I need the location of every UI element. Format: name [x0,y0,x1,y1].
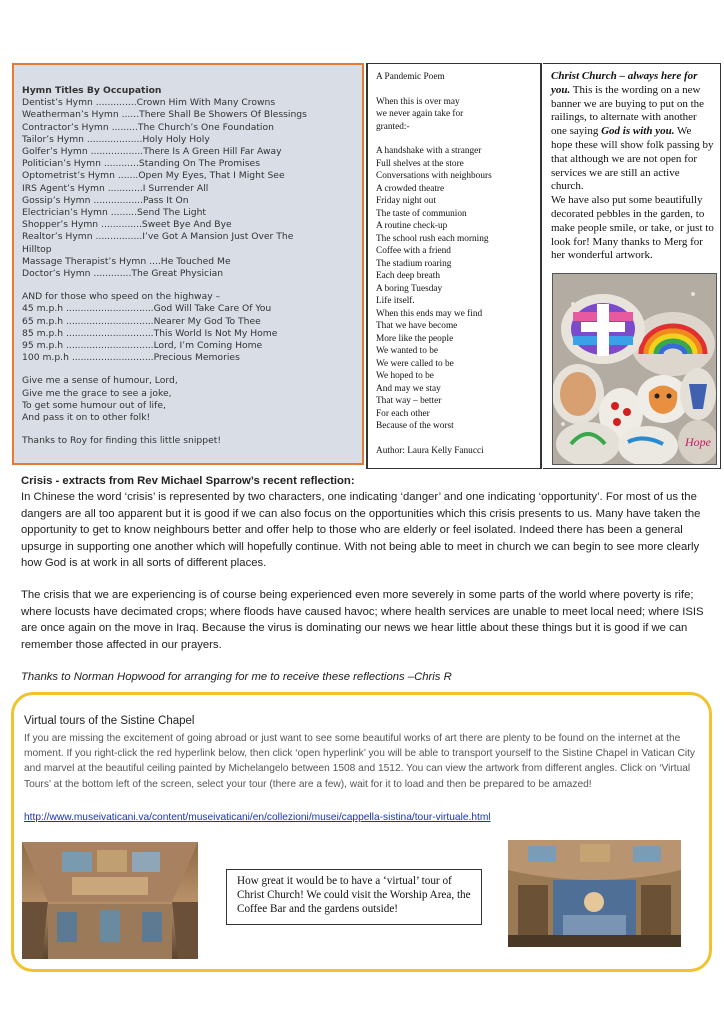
hymn-line: Tailor’s Hymn ...................Holy Holy Holy [22,133,210,145]
speed-line: 95 m.p.h ..............................Lord, I’m Coming Home [22,340,263,352]
poem-line: We hoped to be [376,371,434,381]
crisis-thanks: Thanks to Norman Hopwood for arranging for me to receive these reflections –Chris R [21,671,452,684]
church-pebbles-text: We have also put some beautifully decorated pebbles in the garden, to make people smile, or take, or just to look for! Many thanks to Merg for her wonderful artwork. [551,194,714,262]
hymn-line: Dentist’s Hymn ..............Crown Him With Many Crowns [22,97,276,109]
poem-line: Friday night out [376,196,436,206]
poem-line: More like the people [376,333,454,344]
sistine-ceiling-photo-left [22,842,198,959]
poem-line: That way – better [376,396,442,406]
speed-line: 85 m.p.h ..............................This World Is Not My Home [22,327,278,339]
pandemic-poem [366,63,542,469]
crisis-heading: Crisis - extracts from Rev Michael Sparrow’s recent reflection: [21,475,355,487]
poem-line: That we have become [376,321,458,331]
sistine-ceiling-photo-right [508,840,681,947]
poem-line: For each other [376,408,430,419]
painted-pebbles-photo [552,273,717,465]
hymn-line: Contractor’s Hymn .........The Church’s One Foundation [22,121,274,133]
poem-line: We wanted to be [376,346,438,356]
poem-line: Conversations with neighbours [376,171,492,181]
poem-line: The school rush each morning [376,233,489,244]
poem-line: A boring Tuesday [376,283,443,294]
poem-line: The stadium roaring [376,258,452,269]
poem-line: We were called to be [376,358,454,369]
hymn-line: Weatherman’s Hymn ......There Shall Be Showers Of Blessings [22,109,307,121]
hymn-heading: Hymn Titles By Occupation [22,85,162,96]
pebble-hope-text: Hope [685,435,711,449]
sistine-tour-link[interactable]: http://www.museivaticani.va/content/museivaticani/en/collezioni/musei/cappella-sistina/tour-virtuale.html [24,812,491,823]
sistine-title: Virtual tours of the Sistine Chapel [24,715,195,727]
church-god-with-you: God is with you. [601,125,675,138]
hymn-line: Golfer’s Hymn ..................There Is A Green Hill Far Away [22,146,282,158]
poem-line: Life itself. [376,296,415,306]
hymn-line: Optometrist’s Hymn .......Open My Eyes, That I Might See [22,170,285,182]
hymn-line: Massage Therapist’s Hymn ....He Touched Me [22,255,231,267]
prayer-line: Give me the grace to see a joke, [22,387,172,399]
hymn-line: Shopper’s Hymn ..............Sweet Bye And Bye [22,219,232,231]
speed-line: 65 m.p.h ..............................Nearer My God To Thee [22,315,261,327]
poem-line: Because of the worst [376,421,454,431]
hymn-line: Gossip’s Hymn .................Pass It On [22,194,189,206]
poem-line: A handshake with a stranger [376,146,482,156]
hymn-line: Hilltop [22,243,52,255]
poem-line: When this ends may we find [376,308,483,319]
poem-author: Author: Laura Kelly Fanucci [376,445,484,456]
hymn-line: Politician’s Hymn ............Standing On The Promises [22,158,260,170]
church-text: We hope these will show folk passing by that although we are not open for services we are still an active church. [551,125,714,193]
crisis-reflection [21,473,711,685]
poem-intro-line: When this is over may [376,96,460,107]
prayer-line: To get some humour out of life, [22,399,166,411]
virtual-tour-note: How great it would be to have a ‘virtual’ tour of Christ Church! We could visit the Worship Area, the Coffee Bar and the gardens outside! [226,869,482,925]
sistine-chapel-box [11,692,712,972]
poem-line: A crowded theatre [376,183,445,194]
church-text: This is the wording on a new banner we are buying to put on the railings, to alternate with another one saying [551,83,705,138]
hymn-line: Realtor’s Hymn ................I’ve Got A Mansion Just Over The [22,231,294,243]
hymn-line: Electrician’s Hymn .........Send The Light [22,207,206,219]
prayer-line: And pass it on to other folk! [22,412,151,424]
church-paragraph [551,70,714,194]
speed-line: 45 m.p.h ..............................God Will Take Care Of You [22,303,272,315]
poem-line: Coffee with a friend [376,246,451,256]
poem-line: A routine check-up [376,221,448,231]
hymn-thanks: Thanks to Roy for finding this little snippet! [22,435,222,447]
poem-line: Full shelves at the store [376,158,464,169]
hymn-line: IRS Agent’s Hymn ............I Surrender All [22,182,209,194]
poem-line: The taste of communion [376,208,467,219]
prayer-line: Give me a sense of humour, Lord, [22,375,178,387]
speed-line: 100 m.p.h ............................Precious Memories [22,352,240,364]
hymn-titles-box [12,63,364,465]
speed-intro: AND for those who speed on the highway – [22,291,221,303]
church-title: Christ Church – always here for you. [551,70,698,96]
poem-line: Each deep breath [376,271,441,281]
sistine-body: If you are missing the excitement of going abroad or just want to see some beautiful works of art there are plenty to be found on the internet at the moment. If you right-click the red hyperlink below, then click ‘open hyperlink’ you will be able to transport yourself to the Sistine Chapel in Vatican City and marvel at the beautiful ceiling painted by Michelangelo between 1508 and 1512. You can view the artwork from different angles. Click on ‘Virtual Tours’ at the bottom left of the screen, select your tour (there are a few), wait for it to load and then be prepared to be amazed! [24,733,696,790]
poem-intro-line: we never again take for [376,109,464,119]
hymn-line: Doctor’s Hymn .............The Great Physician [22,268,224,280]
poem-title: A Pandemic Poem [376,72,445,82]
poem-intro-line: granted:- [376,121,410,132]
poem-line: And may we stay [376,383,441,394]
crisis-paragraph: In Chinese the word ‘crisis’ is represented by two characters, one indicating ‘danger’ and one indicating ‘opportunity’. For most of us the dangers are all too apparent but it is good if we can also focus on the opportunities which this crisis presents to us. Many have taken the opportunity to get to know neighbours better and offer help to those who are elderly or feel isolated. Indeed there has been a general upsurge in supporting one another which will hopefully continue. With not being able to meet in church we can begin to see more clearly how God is at work in all sorts of different places. [21,491,701,570]
crisis-paragraph: The crisis that we are experiencing is of course being experienced even more severely in some parts of the world where poverty is rife; where locusts have decimated crops; where floods have caused havoc; where health services are unable to meet local need; where ISIS are once again on the move in Iraq. Because the virus is dominating our news we hear little about these things but it is good if we can remember those affected in our prayers. [21,589,704,651]
